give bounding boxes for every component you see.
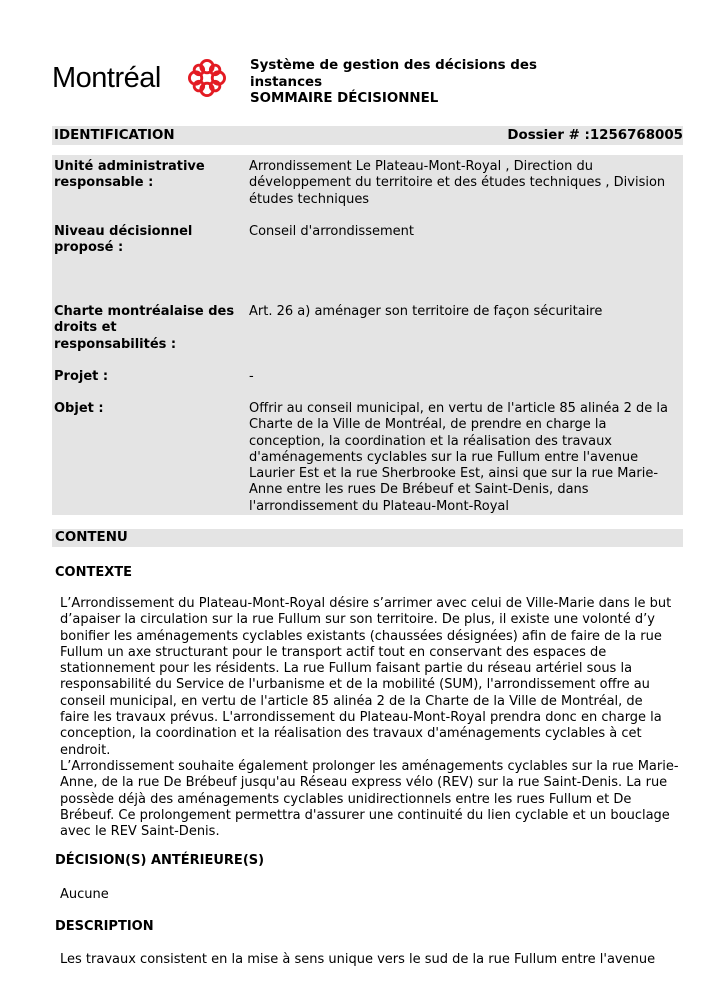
label-line: Charte montréalaise des	[54, 304, 235, 319]
identification-heading: IDENTIFICATION	[54, 128, 175, 143]
label-charte-montrealaise	[54, 304, 244, 353]
value-line: conception, la coordination et la réalisation des travaux	[249, 433, 613, 449]
paragraph-line: d’apaiser la circulation sur la rue Fullum sur son territoire. De plus, il existe une volonté d’y	[60, 612, 655, 628]
summary-title: SOMMAIRE DÉCISIONNEL	[250, 91, 439, 106]
decisions-anterieures-text: Aucune	[60, 887, 109, 902]
label-line: proposé :	[54, 240, 124, 256]
value-line: Arrondissement Le Plateau-Mont-Royal , Direction du	[249, 159, 593, 174]
paragraph-line: stationnement pour les résidents. La rue Fullum faisant partie du réseau artériel sous la	[60, 661, 633, 677]
label-projet	[54, 369, 244, 385]
paragraph-line: conseil municipal, en vertu de l'article 85 alinéa 2 de la Charte de la Ville de Montréal, de	[60, 693, 643, 709]
value-line: Charte de la Ville de Montréal, de prendre en charge la	[249, 417, 607, 433]
paragraph-line: possède déjà des aménagements cyclables unidirectionnels entre les rues Fullum et De	[60, 791, 632, 807]
value-line: développement du territoire et des études techniques , Division	[249, 175, 666, 191]
paragraph-line: Brébeuf. Ce prolongement permettra d'assurer une continuité du lien cyclable et un bouclage	[60, 807, 670, 823]
paragraph-line: avec le REV Saint-Denis.	[60, 824, 220, 840]
value-charte-montrealaise	[249, 304, 681, 320]
contenu-heading: CONTENU	[55, 530, 128, 545]
paragraph-line: L’Arrondissement du Plateau-Mont-Royal désire s’arrimer avec celui de Ville-Marie dans le but	[60, 596, 672, 611]
identification-bar	[52, 126, 683, 145]
label-line: droits et	[54, 320, 117, 336]
label-objet	[54, 401, 244, 417]
value-line: Offrir au conseil municipal, en vertu de l'article 85 alinéa 2 de la	[249, 401, 668, 416]
logo-wordmark: Montréal	[52, 62, 161, 94]
label-line: responsabilités :	[54, 336, 177, 352]
description-text: Les travaux consistent en la mise à sens unique vers le sud de la rue Fullum entre l'avenue	[60, 952, 656, 967]
contexte-paragraph	[60, 596, 684, 840]
label-unite-administrative	[54, 159, 244, 192]
description-heading: DESCRIPTION	[55, 919, 154, 934]
paragraph-line: Fullum un axe structurant pour le transport actif tout en conservant des espaces de	[60, 644, 607, 660]
paragraph-line: L’Arrondissement souhaite également prolonger les aménagements cyclables sur la rue Marie-	[60, 758, 679, 774]
label-niveau-decisionnel	[54, 224, 244, 257]
value-unite-administrative	[249, 159, 681, 208]
value-niveau-decisionnel	[249, 224, 681, 240]
value-line: d'aménagements cyclables sur la rue Fullum entre l'avenue	[249, 449, 639, 465]
value-line: Anne entre les rues De Brébeuf et Saint-Denis, dans	[249, 482, 589, 498]
value-line: Laurier Est et la rue Sherbrooke Est, ainsi que sur la rue Marie-	[249, 466, 659, 482]
value-line: Art. 26 a) aménager son territoire de façon sécuritaire	[249, 304, 603, 319]
label-line: responsable :	[54, 175, 154, 191]
paragraph-line: faire les travaux prévus. L'arrondissement du Plateau-Mont-Royal prendra donc en charge la	[60, 710, 662, 726]
value-projet	[249, 369, 681, 385]
contenu-bar	[52, 529, 683, 547]
label-line: Projet :	[54, 369, 109, 384]
value-line: Conseil d'arrondissement	[249, 224, 414, 239]
paragraph-line: endroit.	[60, 742, 111, 758]
decisions-anterieures-heading: DÉCISION(S) ANTÉRIEURE(S)	[55, 853, 265, 868]
dossier-number: Dossier # :1256768005	[507, 128, 683, 143]
contexte-heading: CONTEXTE	[55, 565, 132, 580]
label-line: Niveau décisionnel	[54, 224, 193, 239]
value-line: -	[249, 369, 254, 384]
value-line: l'arrondissement du Plateau-Mont-Royal	[249, 498, 509, 514]
system-title-line2: instances	[250, 74, 323, 90]
paragraph-line: bonifier les aménagements cyclables existants (chaussées désignées) afin de faire de la rue	[60, 628, 662, 644]
identification-table	[52, 155, 683, 515]
document-title	[250, 58, 580, 108]
label-line: Unité administrative	[54, 159, 205, 174]
paragraph-line: conception, la coordination et la réalisation des travaux d'aménagements cyclables à cet	[60, 726, 642, 742]
system-title-line1: Système de gestion des décisions des	[250, 58, 537, 73]
paragraph-line: Anne, de la rue De Brébeuf jusqu'au Réseau express vélo (REV) sur la rue Saint-Denis. La rue	[60, 775, 668, 791]
value-line: études techniques	[249, 191, 370, 207]
value-objet	[249, 401, 681, 515]
label-line: Objet :	[54, 401, 104, 416]
paragraph-line: responsabilité du Service de l'urbanisme et de la mobilité (SUM), l'arrondissement offre au	[60, 677, 650, 693]
rosette-icon	[188, 59, 226, 97]
montreal-logo	[52, 58, 227, 98]
